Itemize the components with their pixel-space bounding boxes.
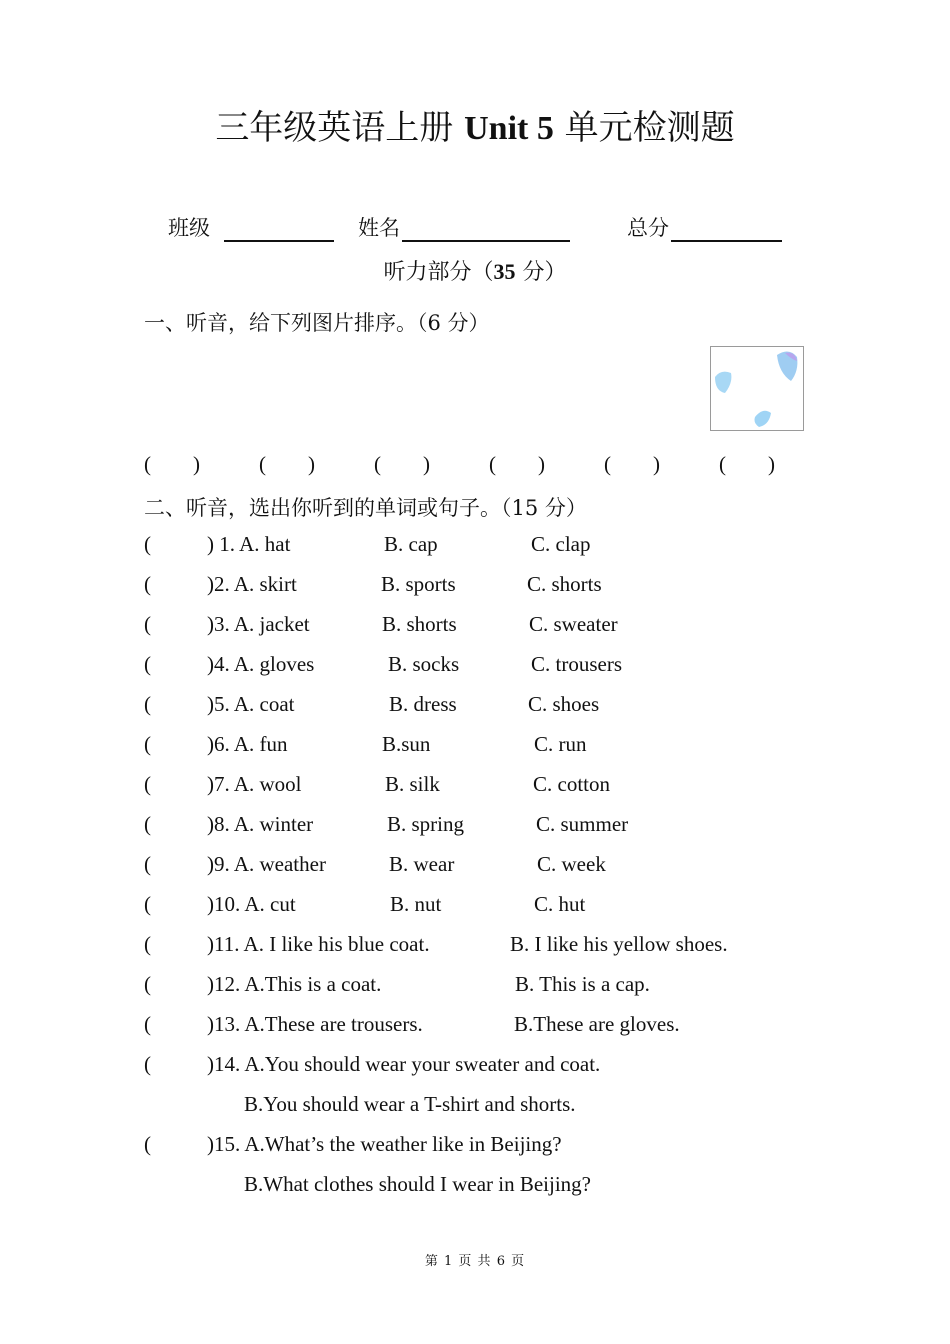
sentence-option-b: B. This is a cap. — [515, 972, 650, 996]
answer-paren[interactable]: ( — [144, 532, 151, 556]
question-option-a: )6. A. fun — [207, 732, 288, 756]
long-option-a: )15. A.What’s the weather like in Beijing? — [207, 1132, 562, 1156]
question-option-b: B. shorts — [382, 612, 457, 636]
question-option-b: B. dress — [389, 692, 457, 716]
order-blank-4[interactable]: ( ) — [489, 452, 545, 476]
long-option-b: B.What clothes should I wear in Beijing? — [244, 1172, 592, 1196]
answer-paren[interactable]: ( — [144, 572, 151, 596]
sentence-option-a: )13. A.These are trousers. — [207, 1012, 423, 1036]
question-option-b: B. socks — [388, 652, 460, 676]
order-blank-5[interactable]: ( ) — [604, 452, 660, 476]
section2-title: 二、听音，选出你听到的单词或句子。（15 分） — [144, 496, 587, 520]
sentence-option-b: B.These are gloves. — [514, 1012, 680, 1036]
question-option-a: )7. A. wool — [207, 772, 302, 796]
order-blank-6[interactable]: ( ) — [719, 452, 775, 476]
question-option-b: B. silk — [385, 772, 440, 796]
question-option-a: )3. A. jacket — [207, 612, 310, 636]
question-option-c: C. trousers — [531, 652, 622, 676]
question-option-c: C. week — [537, 852, 606, 876]
question-option-c: C. cotton — [533, 772, 610, 796]
sentence-option-a: )11. A. I like his blue coat. — [207, 932, 430, 956]
question-option-a: )10. A. cut — [207, 892, 296, 916]
answer-paren[interactable]: ( — [144, 972, 151, 996]
answer-paren[interactable]: ( — [144, 732, 151, 756]
question-option-a: )2. A. skirt — [207, 572, 297, 596]
question-option-a: )9. A. weather — [207, 852, 326, 876]
page-title: 三年级英语上册 Unit 5 单元检测题 — [215, 108, 735, 148]
question-option-b: B. wear — [389, 852, 455, 876]
question-option-b: B. cap — [384, 532, 438, 556]
long-option-b: B.You should wear a T-shirt and shorts. — [244, 1092, 576, 1116]
order-blank-1[interactable]: ( ) — [144, 452, 200, 476]
sentence-option-b: B. I like his yellow shoes. — [510, 932, 728, 956]
answer-paren[interactable]: ( — [144, 772, 151, 796]
answer-paren[interactable]: ( — [144, 812, 151, 836]
class-label: 班级 — [168, 216, 210, 240]
answer-paren[interactable]: ( — [144, 932, 151, 956]
score-blank[interactable] — [671, 220, 782, 246]
section1-title: 一、听音，给下列图片排序。（6 分） — [144, 311, 490, 335]
answer-paren[interactable]: ( — [144, 652, 151, 676]
question-option-b: B. sports — [381, 572, 456, 596]
answer-paren[interactable]: ( — [144, 612, 151, 636]
class-blank[interactable] — [224, 220, 334, 246]
long-option-a: )14. A.You should wear your sweater and coat. — [207, 1052, 601, 1076]
score-label: 总分 — [627, 216, 669, 240]
answer-paren[interactable]: ( — [144, 1012, 151, 1036]
listening-header: 听力部分（35 分） — [383, 259, 567, 285]
answer-paren[interactable]: ( — [144, 1132, 151, 1156]
name-label: 姓名 — [358, 216, 400, 240]
sentence-option-a: )12. A.This is a coat. — [207, 972, 382, 996]
answer-paren[interactable]: ( — [144, 892, 151, 916]
question-option-a: )4. A. gloves — [207, 652, 315, 676]
question-option-b: B. nut — [390, 892, 442, 916]
order-blank-3[interactable]: ( ) — [374, 452, 430, 476]
question-option-b: B. spring — [387, 812, 465, 836]
question-option-a: )8. A. winter — [207, 812, 314, 836]
answer-paren[interactable]: ( — [144, 692, 151, 716]
answer-paren[interactable]: ( — [144, 852, 151, 876]
question-option-c: C. shoes — [528, 692, 600, 716]
petal-image — [711, 347, 803, 430]
question-option-c: C. hut — [534, 892, 586, 916]
question-option-a: )5. A. coat — [207, 692, 295, 716]
picture-thumbnail — [710, 346, 804, 431]
order-blank-2[interactable]: ( ) — [259, 452, 315, 476]
name-blank[interactable] — [402, 220, 570, 246]
question-option-b: B.sun — [382, 732, 431, 756]
question-option-c: C. run — [534, 732, 587, 756]
page-footer: 第 1 页 共 6 页 — [424, 1254, 526, 1269]
question-option-c: C. sweater — [529, 612, 618, 636]
answer-paren[interactable]: ( — [144, 1052, 151, 1076]
question-option-c: C. summer — [536, 812, 629, 836]
question-option-c: C. clap — [531, 532, 591, 556]
question-option-c: C. shorts — [527, 572, 602, 596]
question-option-a: ) 1. A. hat — [207, 532, 291, 556]
